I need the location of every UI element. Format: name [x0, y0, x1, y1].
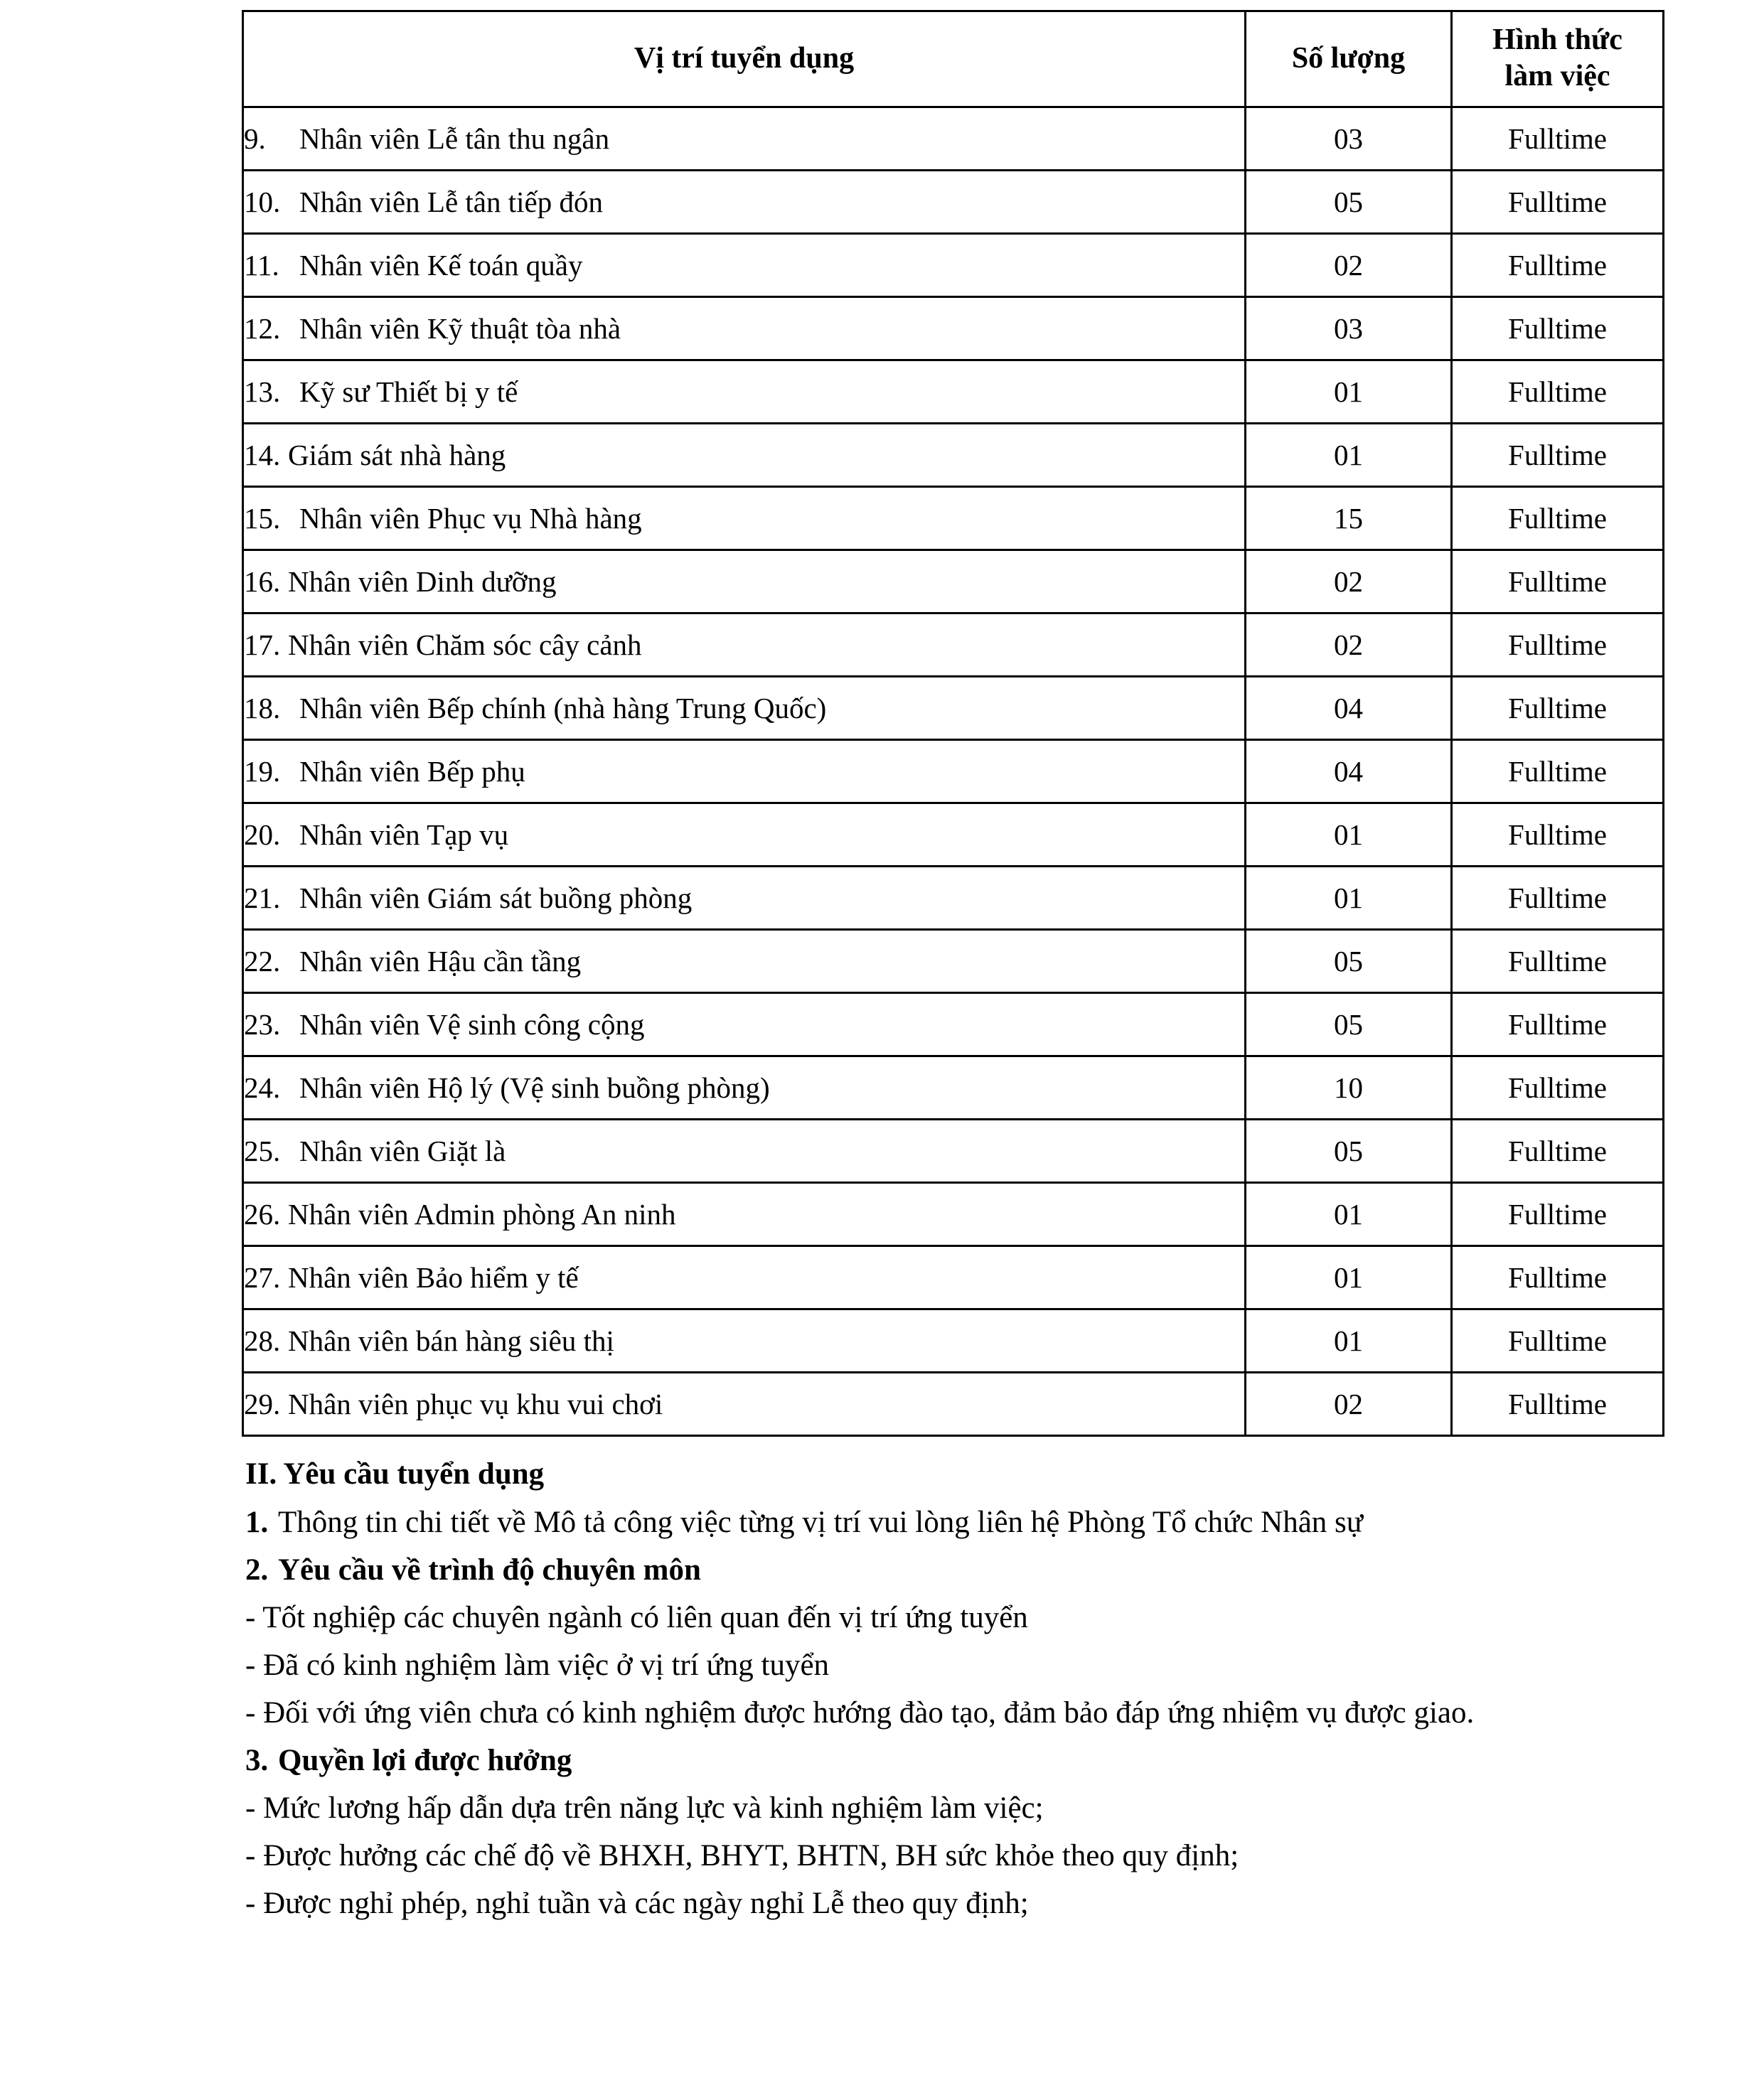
cell-position — [243, 1183, 1246, 1246]
cell-quantity: 03 — [1246, 107, 1452, 171]
cell-position — [243, 297, 1246, 360]
cell-position — [243, 107, 1246, 171]
position-label: Nhân viên Lễ tân thu ngân — [299, 122, 610, 155]
cell-quantity: 05 — [1246, 171, 1452, 234]
cell-quantity: 05 — [1246, 930, 1452, 993]
requirement-item-3-heading — [245, 1739, 1710, 1782]
row-number: 17. — [244, 628, 281, 661]
table-row — [243, 740, 1664, 803]
cell-work-type: Fulltime — [1452, 930, 1664, 993]
cell-quantity: 01 — [1246, 803, 1452, 867]
row-number: 25. — [244, 1134, 281, 1167]
table-row — [243, 1373, 1664, 1436]
cell-work-type: Fulltime — [1452, 1056, 1664, 1120]
table-row — [243, 1183, 1664, 1246]
cell-quantity: 04 — [1246, 677, 1452, 740]
cell-work-type: Fulltime — [1452, 487, 1664, 550]
cell-position — [243, 1056, 1246, 1120]
cell-work-type: Fulltime — [1452, 1373, 1664, 1436]
cell-work-type: Fulltime — [1452, 171, 1664, 234]
requirement-item-2-heading — [245, 1548, 1710, 1592]
cell-position — [243, 424, 1246, 487]
cell-work-type: Fulltime — [1452, 1309, 1664, 1373]
position-label: Nhân viên bán hàng siêu thị — [288, 1324, 614, 1357]
position-label: Nhân viên Hộ lý (Vệ sinh buồng phòng) — [299, 1071, 770, 1104]
cell-position — [243, 677, 1246, 740]
table-row — [243, 1309, 1664, 1373]
position-label: Nhân viên Admin phòng An ninh — [288, 1197, 676, 1231]
cell-work-type: Fulltime — [1452, 614, 1664, 677]
row-number: 26. — [244, 1197, 281, 1231]
table-row — [243, 930, 1664, 993]
cell-position — [243, 487, 1246, 550]
cell-quantity: 05 — [1246, 1120, 1452, 1183]
item-3-number: 3. — [245, 1743, 269, 1777]
cell-quantity: 02 — [1246, 234, 1452, 297]
cell-quantity: 01 — [1246, 360, 1452, 424]
row-number: 12. — [244, 311, 281, 345]
cell-quantity: 03 — [1246, 297, 1452, 360]
position-label: Nhân viên Dinh dưỡng — [288, 564, 557, 598]
row-number: 10. — [244, 185, 281, 218]
table-header — [243, 11, 1664, 107]
item-2-title: Yêu cầu về trình độ chuyên môn — [278, 1553, 701, 1587]
cell-work-type: Fulltime — [1452, 550, 1664, 614]
table-row — [243, 360, 1664, 424]
position-label: Nhân viên Bảo hiểm y tế — [288, 1260, 579, 1294]
cell-position — [243, 1120, 1246, 1183]
row-number: 27. — [244, 1260, 281, 1294]
cell-quantity: 04 — [1246, 740, 1452, 803]
cell-work-type: Fulltime — [1452, 867, 1664, 930]
position-label: Kỹ sư Thiết bị y tế — [299, 375, 518, 408]
table-row — [243, 1246, 1664, 1309]
table-row — [243, 297, 1664, 360]
table-row — [243, 550, 1664, 614]
position-label: Nhân viên Bếp phụ — [299, 754, 525, 788]
row-number: 13. — [244, 375, 281, 408]
row-number: 18. — [244, 691, 281, 724]
position-label: Nhân viên Lễ tân tiếp đón — [299, 185, 603, 218]
cell-position — [243, 930, 1246, 993]
cell-work-type: Fulltime — [1452, 297, 1664, 360]
position-label: Nhân viên Vệ sinh công cộng — [299, 1007, 645, 1041]
requirements-section — [245, 1452, 1710, 1924]
item-2-bullet-3: - Đối với ứng viên chưa có kinh nghiệm được hướng đào tạo, đảm bảo đáp ứng nhiệm vụ được giao. — [245, 1695, 1475, 1730]
cell-quantity: 05 — [1246, 993, 1452, 1056]
item-2-bullet-1: - Tốt nghiệp các chuyên ngành có liên quan đến vị trí ứng tuyển — [245, 1600, 1028, 1634]
cell-work-type: Fulltime — [1452, 360, 1664, 424]
cell-quantity: 01 — [1246, 1309, 1452, 1373]
item-3-bullet-3: - Được nghỉ phép, nghỉ tuần và các ngày nghỉ Lễ theo quy định; — [245, 1886, 1029, 1920]
item-3-bullet-1: - Mức lương hấp dẫn dựa trên năng lực và kinh nghiệm làm việc; — [245, 1791, 1044, 1825]
row-number: 28. — [244, 1324, 281, 1357]
cell-work-type: Fulltime — [1452, 1120, 1664, 1183]
section-title: II. Yêu cầu tuyển dụng — [245, 1457, 545, 1491]
header-work-type — [1452, 11, 1664, 107]
position-label: Nhân viên Kỹ thuật tòa nhà — [299, 311, 621, 345]
cell-quantity: 01 — [1246, 424, 1452, 487]
cell-quantity: 02 — [1246, 550, 1452, 614]
position-label: Nhân viên Giám sát buồng phòng — [299, 881, 693, 914]
position-label: Nhân viên Tạp vụ — [299, 818, 509, 851]
row-number: 23. — [244, 1007, 281, 1041]
position-label: Nhân viên Phục vụ Nhà hàng — [299, 501, 642, 535]
cell-position — [243, 234, 1246, 297]
cell-quantity: 01 — [1246, 1246, 1452, 1309]
position-label: Nhân viên Hậu cần tầng — [299, 944, 582, 977]
row-number: 16. — [244, 564, 281, 598]
table-row — [243, 424, 1664, 487]
table-row — [243, 867, 1664, 930]
table-row — [243, 107, 1664, 171]
cell-position — [243, 614, 1246, 677]
item-1-number: 1. — [245, 1505, 269, 1539]
table-row — [243, 171, 1664, 234]
item-2-number: 2. — [245, 1553, 269, 1587]
row-number: 19. — [244, 754, 281, 788]
row-number: 14. — [244, 438, 281, 471]
cell-position — [243, 1246, 1246, 1309]
position-label: Nhân viên Kế toán quầy — [299, 248, 583, 282]
row-number: 22. — [244, 944, 281, 977]
cell-position — [243, 360, 1246, 424]
cell-work-type: Fulltime — [1452, 234, 1664, 297]
header-position: Vị trí tuyển dụng — [243, 11, 1246, 107]
table-header-row — [243, 11, 1664, 107]
cell-position — [243, 993, 1246, 1056]
table-row — [243, 614, 1664, 677]
position-label: Giám sát nhà hàng — [288, 438, 506, 471]
table-row — [243, 803, 1664, 867]
cell-position — [243, 1309, 1246, 1373]
cell-position — [243, 550, 1246, 614]
item-2-bullet-2: - Đã có kinh nghiệm làm việc ở vị trí ứng tuyển — [245, 1648, 830, 1682]
item-3-bullet-2: - Được hưởng các chế độ về BHXH, BHYT, BHTN, BH sức khỏe theo quy định; — [245, 1838, 1239, 1872]
table-row — [243, 234, 1664, 297]
table-row — [243, 677, 1664, 740]
cell-quantity: 10 — [1246, 1056, 1452, 1120]
cell-work-type: Fulltime — [1452, 803, 1664, 867]
table-row — [243, 1056, 1664, 1120]
cell-work-type: Fulltime — [1452, 1183, 1664, 1246]
cell-position — [243, 171, 1246, 234]
table-row — [243, 487, 1664, 550]
row-number: 20. — [244, 818, 281, 851]
header-quantity: Số lượng — [1246, 11, 1452, 107]
row-number: 9. — [244, 122, 266, 155]
row-number: 29. — [244, 1387, 281, 1420]
cell-work-type: Fulltime — [1452, 424, 1664, 487]
header-work-type-line2: làm việc — [1504, 60, 1610, 93]
cell-work-type: Fulltime — [1452, 107, 1664, 171]
position-label: Nhân viên Giặt là — [299, 1134, 506, 1167]
recruitment-table — [242, 10, 1664, 1437]
item-3-title: Quyền lợi được hưởng — [278, 1743, 572, 1777]
cell-position — [243, 740, 1246, 803]
position-label: Nhân viên Bếp chính (nhà hàng Trung Quốc) — [299, 691, 827, 724]
table-row — [243, 993, 1664, 1056]
cell-position — [243, 803, 1246, 867]
cell-work-type: Fulltime — [1452, 993, 1664, 1056]
cell-position — [243, 867, 1246, 930]
row-number: 11. — [244, 248, 279, 282]
cell-quantity: 01 — [1246, 867, 1452, 930]
position-label: Nhân viên Chăm sóc cây cảnh — [288, 628, 642, 661]
table-row — [243, 1120, 1664, 1183]
row-number: 15. — [244, 501, 281, 535]
position-label: Nhân viên phục vụ khu vui chơi — [288, 1387, 663, 1420]
cell-position — [243, 1373, 1246, 1436]
header-work-type-line1: Hình thức — [1492, 23, 1623, 56]
cell-work-type: Fulltime — [1452, 1246, 1664, 1309]
cell-quantity: 02 — [1246, 614, 1452, 677]
table-body — [243, 107, 1664, 1436]
row-number: 24. — [244, 1071, 281, 1104]
item-1-text: Thông tin chi tiết về Mô tả công việc từng vị trí vui lòng liên hệ Phòng Tổ chức Nhân sự — [278, 1505, 1364, 1539]
cell-work-type: Fulltime — [1452, 677, 1664, 740]
cell-quantity: 02 — [1246, 1373, 1452, 1436]
document-page — [0, 10, 1764, 1925]
cell-quantity: 01 — [1246, 1183, 1452, 1246]
cell-quantity: 15 — [1246, 487, 1452, 550]
cell-work-type: Fulltime — [1452, 740, 1664, 803]
row-number: 21. — [244, 881, 281, 914]
requirement-item-1 — [245, 1501, 1710, 1544]
